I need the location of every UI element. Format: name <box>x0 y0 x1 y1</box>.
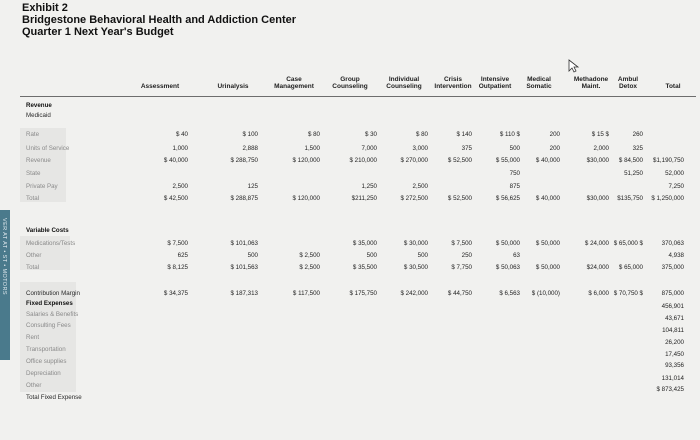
row-label-total-variable: Total <box>26 264 40 271</box>
row-label-transportation: Transportation <box>26 346 66 353</box>
row-label-variable-costs: Variable Costs <box>26 227 69 234</box>
table-cell: $ 7,500 <box>167 240 188 247</box>
header-divider <box>20 96 696 97</box>
table-cell: $ 35,000 <box>352 240 377 247</box>
table-cell: $30,000 <box>586 195 609 202</box>
column-header: Total <box>665 83 681 90</box>
table-cell: $ 70,750 $ <box>613 290 643 297</box>
column-header: Individual Counseling <box>386 76 422 90</box>
table-cell: 93,356 <box>665 362 684 369</box>
table-cell: 51,250 <box>624 170 643 177</box>
table-cell: 375,000 <box>661 264 684 271</box>
table-cell: $ 50,000 <box>495 240 520 247</box>
table-cell: $ 65,000 <box>618 264 643 271</box>
column-header: Methadone Maint. <box>573 76 609 90</box>
table-cell: $ 34,375 <box>163 290 188 297</box>
table-cell: $24,000 <box>586 264 609 271</box>
table-cell: $ 50,000 <box>535 264 560 271</box>
table-cell: 7,000 <box>361 145 377 152</box>
row-label-medications: Medications/Tests <box>26 240 76 247</box>
table-cell: $ 80 <box>307 131 320 138</box>
row-label-other-fixed: Other <box>26 382 42 389</box>
row-label-total-fixed: Total Fixed Expense <box>26 394 82 401</box>
label-shade-1 <box>20 128 66 202</box>
table-cell: $ 1,250,000 <box>651 195 684 202</box>
table-cell: 500 <box>417 252 428 259</box>
table-cell: 500 <box>247 252 258 259</box>
table-cell: $ 110 $ <box>499 131 520 138</box>
table-cell: $ 120,000 <box>292 195 320 202</box>
row-label-units: Units of Service <box>26 145 70 152</box>
row-label-depreciation: Depreciation <box>26 370 61 377</box>
window-edge-strip <box>0 210 10 360</box>
table-cell: 2,000 <box>593 145 609 152</box>
table-cell: $ 30 <box>364 131 377 138</box>
table-cell: $ 40,000 <box>535 195 560 202</box>
table-cell: $211,250 <box>351 195 377 202</box>
row-label-revenue: Revenue <box>26 102 52 109</box>
row-label-rate: Rate <box>26 131 40 138</box>
table-cell: $ 6,563 <box>499 290 520 297</box>
table-cell: $ 55,000 <box>495 157 520 164</box>
table-cell: 260 <box>632 131 643 138</box>
column-header: Case Management <box>274 76 314 90</box>
table-cell: $ (10,000) <box>531 290 560 297</box>
table-cell: $30,000 <box>586 157 609 164</box>
row-label-total-revenue: Total <box>26 195 40 202</box>
column-header: Urinalysis <box>217 83 249 90</box>
table-cell: $ 187,313 <box>230 290 258 297</box>
table-cell: 875 <box>509 183 520 190</box>
table-cell: $ 272,500 <box>400 195 428 202</box>
table-cell: $ 270,000 <box>400 157 428 164</box>
table-cell: $ 120,000 <box>292 157 320 164</box>
table-cell: 1,250 <box>361 183 377 190</box>
table-cell: 131,014 <box>661 375 684 382</box>
table-cell: 2,888 <box>242 145 258 152</box>
title-block <box>22 2 296 38</box>
table-cell: 500 <box>509 145 520 152</box>
table-cell: $ 210,000 <box>349 157 377 164</box>
table-cell: 375 <box>461 145 472 152</box>
table-cell: 325 <box>632 145 643 152</box>
row-label-contribution-margin: Contribution Margin <box>26 290 80 297</box>
table-cell: $ 7,750 <box>451 264 472 271</box>
table-cell: $ 84,500 <box>618 157 643 164</box>
table-cell: $ 52,500 <box>447 157 472 164</box>
table-cell: $ 52,500 <box>447 195 472 202</box>
table-cell: 750 <box>509 170 520 177</box>
row-label-rent: Rent <box>26 334 40 341</box>
table-cell: 2,500 <box>172 183 188 190</box>
table-cell: $ 15 $ <box>591 131 609 138</box>
table-cell: $ 50,000 <box>535 240 560 247</box>
table-cell: $ 175,750 <box>349 290 377 297</box>
table-cell: $ 2,500 <box>299 252 320 259</box>
row-label-fixed-expenses: Fixed Expenses <box>26 300 73 307</box>
table-cell: $ 40,000 <box>535 157 560 164</box>
table-cell: $135,750 <box>617 195 643 202</box>
table-cell: 200 <box>549 131 560 138</box>
table-cell: 1,500 <box>304 145 320 152</box>
table-cell: $ 101,563 <box>230 264 258 271</box>
column-header: Crisis Intervention <box>434 76 472 90</box>
table-cell: 370,063 <box>661 240 684 247</box>
table-cell: 52,000 <box>665 170 684 177</box>
budget-period: Quarter 1 Next Year's Budget <box>22 26 174 38</box>
table-cell: 3,000 <box>412 145 428 152</box>
table-cell: $ 56,625 <box>495 195 520 202</box>
table-cell: $ 35,500 <box>352 264 377 271</box>
column-header: Group Counseling <box>332 76 368 90</box>
table-cell: $ 30,000 <box>403 240 428 247</box>
table-cell: $ 24,000 <box>584 240 609 247</box>
table-cell: $ 242,000 <box>400 290 428 297</box>
table-cell: $ 42,500 <box>163 195 188 202</box>
column-header: Medical Somatic <box>526 76 552 90</box>
table-cell: 250 <box>461 252 472 259</box>
row-label-private-pay: Private Pay <box>26 183 58 190</box>
table-cell: $ 44,750 <box>447 290 472 297</box>
column-header: Intensive Outpatient <box>478 76 512 90</box>
exhibit-label: Exhibit 2 <box>22 2 68 14</box>
table-cell: $ 80 <box>415 131 428 138</box>
row-label-office-supplies: Office supplies <box>26 358 67 365</box>
table-cell: 43,671 <box>665 315 684 322</box>
table-cell: $ 140 <box>456 131 472 138</box>
row-label-consulting: Consulting Fees <box>26 322 71 329</box>
table-cell: $ 50,063 <box>495 264 520 271</box>
table-cell: $ 873,425 <box>656 386 684 393</box>
row-label-other-variable: Other <box>26 252 42 259</box>
table-cell: 1,000 <box>172 145 188 152</box>
table-cell: $ 2,500 <box>299 264 320 271</box>
table-cell: 17,450 <box>665 351 684 358</box>
row-label-medicaid: Medicaid <box>26 112 51 119</box>
table-cell: 7,250 <box>668 183 684 190</box>
row-label-revenue-medicaid: Revenue <box>26 157 51 164</box>
table-cell: $ 288,875 <box>230 195 258 202</box>
pointer-cursor-icon <box>568 59 580 73</box>
table-cell: $ 7,500 <box>451 240 472 247</box>
table-cell: $ 8,125 <box>167 264 188 271</box>
table-cell: $ 65,000 $ <box>613 240 643 247</box>
table-cell: 125 <box>247 183 258 190</box>
column-header: Ambul Detox <box>617 76 639 90</box>
table-cell: $ 6,000 <box>588 290 609 297</box>
table-cell: $ 117,500 <box>292 290 320 297</box>
table-cell: $ 40 <box>175 131 188 138</box>
table-cell: 104,811 <box>662 327 684 334</box>
table-cell: $ 40,000 <box>163 157 188 164</box>
column-header: Assessment <box>140 83 180 90</box>
table-cell: 456,901 <box>661 303 684 310</box>
table-cell: 4,938 <box>668 252 684 259</box>
row-label-salaries: Salaries & Benefits <box>26 311 79 318</box>
table-cell: 875,000 <box>661 290 684 297</box>
table-cell: 63 <box>513 252 520 259</box>
table-cell: 200 <box>549 145 560 152</box>
table-cell: $ 101,063 <box>230 240 258 247</box>
table-cell: $ 288,750 <box>230 157 258 164</box>
table-cell: 2,500 <box>412 183 428 190</box>
table-cell: $ 100 <box>242 131 258 138</box>
table-cell: 625 <box>177 252 188 259</box>
row-label-state: State <box>26 170 41 177</box>
edge-strip-text: VER AT AT • ST • MOTORS <box>1 218 7 295</box>
table-cell: $1,190,750 <box>653 157 684 164</box>
table-cell: 26,200 <box>665 339 684 346</box>
organization-name: Bridgestone Behavioral Health and Addiction Center <box>22 14 297 26</box>
table-cell: 500 <box>366 252 377 259</box>
table-cell: $ 30,500 <box>403 264 428 271</box>
